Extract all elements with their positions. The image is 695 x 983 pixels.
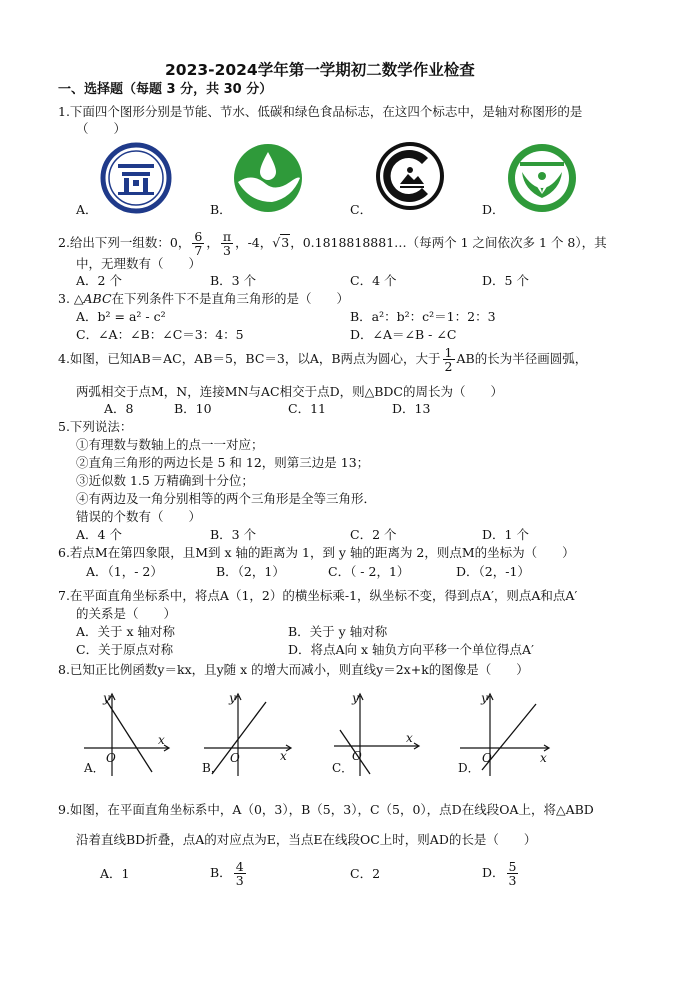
question-9-text: 9.如图，在平面直角坐标系中，A（0，3），B（5，3），C（5，0），点D在线段OA上，将△ABD — [58, 802, 594, 817]
sqrt-symbol: √ — [272, 235, 281, 250]
triangle-abc-label: ABC — [83, 291, 112, 306]
fraction-pi-3 — [221, 230, 233, 257]
question-2-option-a: A．2 个 — [76, 273, 122, 288]
question-8-text: 8.已知正比例函数y＝kx，且y随 x 的增大而减小，则直线y＝2x+k的图像是（ ） — [58, 662, 529, 677]
question-4-stem-b: AB的长为半径画圆弧， — [456, 351, 588, 366]
fraction-6-7 — [192, 230, 204, 257]
axis-y-label: y — [103, 691, 110, 705]
question-6-text: 6.若点M在第四象限，且M到 x 轴的距离为 1，到 y 轴的距离为 2，则点M的坐标为（ ） — [58, 545, 575, 560]
question-2-mid: ，-4， — [235, 235, 273, 250]
axis-x-label: x — [540, 751, 547, 765]
fraction-numerator: 5 — [508, 859, 517, 874]
origin-label: O — [230, 751, 240, 765]
question-3-stem: 在下列条件下不是直角三角形的是（ ） — [111, 291, 350, 306]
question-9-option-d — [482, 858, 520, 888]
question-5-item-1: ①有理数与数轴上的点一一对应； — [76, 437, 264, 452]
question-8-option-c: C． — [332, 761, 354, 775]
energy-saving-logo-icon — [100, 142, 172, 214]
axis-x-label: x — [158, 733, 165, 747]
question-5-item-4: ④有两边及一角分别相等的两个三角形是全等三角形． — [76, 491, 377, 506]
axis-x-label: x — [406, 731, 413, 745]
question-1-option-d: D． — [482, 202, 505, 217]
question-4-option-b: B．10 — [174, 401, 212, 416]
question-7-option-b: B．关于 y 轴对称 — [288, 624, 388, 639]
question-2-option-b: B．3 个 — [210, 273, 257, 288]
origin-label: O — [352, 749, 362, 763]
question-4-option-a: A．8 — [104, 401, 134, 416]
option-d-prefix: D． — [482, 865, 505, 880]
question-3-number: 3. △ — [58, 291, 84, 306]
question-8-option-d: D． — [458, 761, 480, 775]
question-1-blank: （ ） — [76, 121, 127, 136]
section-heading: 一、选择题（每题 3 分，共 30 分） — [58, 82, 273, 97]
question-1-option-a: A． — [76, 202, 98, 217]
question-1-option-b: B． — [210, 202, 232, 217]
fraction-denominator: 2 — [444, 359, 453, 374]
question-7-option-a: A．关于 x 轴对称 — [76, 624, 176, 639]
question-8-graph-a — [76, 690, 176, 780]
fraction-numerator: 1 — [444, 345, 453, 360]
question-5-option-d: D．1 个 — [482, 527, 529, 542]
fraction-numerator: 6 — [194, 229, 203, 244]
question-9-option-b — [210, 858, 248, 888]
question-3-option-c: C．∠A：∠B：∠C＝3：4：5 — [76, 327, 244, 342]
origin-label: O — [482, 751, 492, 765]
sqrt-radicand: 3 — [281, 235, 290, 250]
question-4-text — [58, 345, 587, 373]
question-4-option-d: D．13 — [392, 401, 431, 416]
low-carbon-logo-icon — [374, 140, 446, 212]
question-5-item-3: ③近似数 1.5 万精确到十分位； — [76, 473, 254, 488]
question-8-option-a: A． — [84, 761, 105, 775]
question-7-text: 7.在平面直角坐标系中，将点A（1，2）的横坐标乘-1，纵坐标不变，得到点A′，则点A和点A′ — [58, 588, 578, 603]
fraction-denominator: 3 — [222, 243, 231, 258]
axis-y-label: y — [229, 691, 236, 705]
question-4-stem-a: 4.如图，已知AB＝AC，AB＝5，BC＝3，以A，B两点为圆心，大于 — [58, 351, 441, 366]
fraction-1-2 — [443, 346, 455, 373]
axis-y-label: y — [352, 691, 359, 705]
question-5-item-2: ②直角三角形的两边长是 5 和 12，则第三边是 13； — [76, 455, 370, 470]
axis-y-label: y — [481, 691, 488, 705]
question-6-option-c: C．（ - 2，1） — [328, 564, 410, 579]
question-9-line2: 沿着直线BD折叠，点A的对应点为E，当点E在线段OC上时，则AD的长是（ ） — [76, 832, 537, 847]
question-5-option-a: A．4 个 — [76, 527, 122, 542]
question-8-option-b: B． — [202, 761, 223, 775]
fraction-denominator: 7 — [194, 243, 203, 258]
fraction-numerator: 4 — [235, 859, 244, 874]
question-4-option-c: C．11 — [288, 401, 326, 416]
question-6-option-a: A．（1，- 2） — [86, 564, 163, 579]
question-3-option-d: D．∠A＝∠B - ∠C — [350, 327, 457, 342]
question-6-option-b: B．（2，1） — [216, 564, 285, 579]
question-5-ask: 错误的个数有（ ） — [76, 509, 202, 524]
water-saving-logo-icon — [232, 142, 304, 214]
question-2-suffix: ，0.1818818881…（每两个 1 之间依次多 1 个 8），其 — [290, 235, 607, 250]
question-5-text: 5.下列说法： — [58, 419, 133, 434]
question-7-option-c: C．关于原点对称 — [76, 642, 174, 657]
question-2-prefix: 2.给出下列一组数：0， — [58, 235, 191, 250]
question-3-option-b: B．a²：b²：c²＝1：2：3 — [350, 309, 496, 324]
option-b-prefix: B． — [210, 865, 232, 880]
question-6-option-d: D．（2，-1） — [456, 564, 530, 579]
question-8-graph-b — [200, 690, 300, 780]
green-food-logo-icon — [506, 142, 578, 214]
question-2-text: 2.给出下列一组数：0， $\frac{6}{7}$ ， $\frac{\pi}{3}$ ，-4，√3，0.1818818881…（每两个 1 之间依次多 1 个 8），其 — [58, 229, 607, 258]
question-2-option-c: C．4 个 — [350, 273, 397, 288]
fraction-4-3 — [234, 860, 246, 887]
question-2-line2: 中，无理数有（ ） — [76, 256, 202, 271]
axis-x-label: x — [280, 749, 287, 763]
origin-label: O — [106, 751, 116, 765]
question-2-option-d: D．5 个 — [482, 273, 529, 288]
question-5-option-b: B．3 个 — [210, 527, 257, 542]
question-9-option-c: C．2 — [350, 866, 381, 881]
question-1-text: 1.下面四个图形分别是节能、节水、低碳和绿色食品标志，在这四个标志中，是轴对称图形的是 — [58, 104, 583, 119]
question-8-graph-c — [330, 690, 430, 780]
question-4-line2: 两弧相交于点M，N，连接MN与AC相交于点D，则△BDC的周长为（ ） — [76, 384, 503, 399]
question-7-line2: 的关系是（ ） — [76, 606, 177, 621]
fraction-denominator: 3 — [508, 873, 517, 888]
fraction-5-3 — [507, 860, 519, 887]
question-3-text — [58, 291, 349, 307]
page-title: 2023-2024学年第一学期初二数学作业检查 — [165, 61, 475, 79]
fraction-numerator: π — [222, 229, 232, 244]
question-7-option-d: D．将点A向 x 轴负方向平移一个单位得点A′ — [288, 642, 534, 657]
question-5-option-c: C．2 个 — [350, 527, 397, 542]
question-9-option-a: A．1 — [100, 866, 130, 881]
question-1-option-c: C． — [350, 202, 373, 217]
question-8-graph-d — [456, 690, 556, 780]
question-3-option-a: A．b² = a² - c² — [76, 309, 166, 324]
fraction-denominator: 3 — [235, 873, 244, 888]
